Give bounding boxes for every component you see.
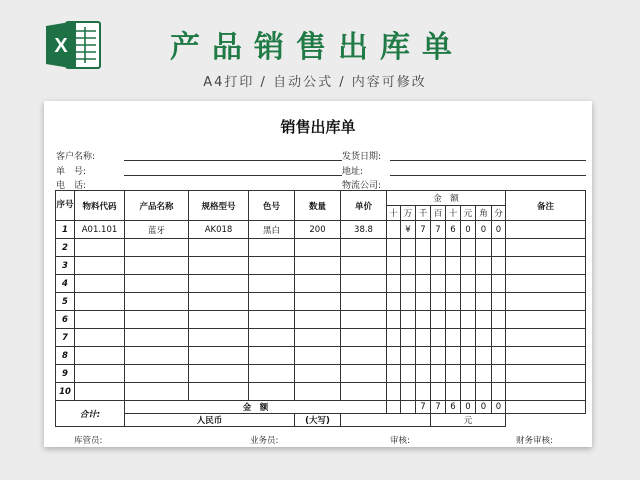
cell-qty[interactable]: 200 bbox=[295, 221, 341, 239]
table-row bbox=[56, 293, 586, 311]
cell-code[interactable] bbox=[75, 383, 125, 401]
table-row bbox=[56, 365, 586, 383]
promo-header bbox=[0, 0, 640, 100]
cell-price[interactable] bbox=[341, 365, 387, 383]
cell-amount-digit[interactable] bbox=[401, 365, 416, 383]
table-row bbox=[56, 311, 586, 329]
cell-name[interactable] bbox=[125, 239, 189, 257]
row-index: 3 bbox=[56, 257, 75, 275]
cell-amount-digit[interactable] bbox=[492, 293, 506, 311]
cell-note[interactable] bbox=[506, 311, 586, 329]
cell-amount-digit[interactable] bbox=[446, 257, 461, 275]
cell-qty[interactable] bbox=[295, 365, 341, 383]
cell-color[interactable] bbox=[249, 293, 295, 311]
cell-amount-digit[interactable] bbox=[431, 347, 446, 365]
cell-color[interactable] bbox=[249, 275, 295, 293]
customer-label: 客户名称: bbox=[56, 152, 96, 162]
cell-note[interactable] bbox=[506, 329, 586, 347]
cell-amount-digit[interactable] bbox=[431, 329, 446, 347]
header-note: 备注 bbox=[506, 191, 586, 221]
cell-amount-digit[interactable] bbox=[431, 257, 446, 275]
cell-amount-digit[interactable] bbox=[416, 329, 431, 347]
cell-amount-digit[interactable] bbox=[461, 383, 476, 401]
cell-amount-digit[interactable]: 0 bbox=[492, 221, 506, 239]
cell-code[interactable] bbox=[75, 239, 125, 257]
cell-amount-digit[interactable] bbox=[476, 239, 492, 257]
address-label: 地址: bbox=[342, 167, 364, 177]
footer-keeper: 库管员: bbox=[74, 436, 103, 446]
cell-amount-digit[interactable] bbox=[401, 275, 416, 293]
cell-amount-digit[interactable] bbox=[476, 365, 492, 383]
cell-name[interactable]: 蓝牙 bbox=[125, 221, 189, 239]
sub-title: A4打印 / 自动公式 / 内容可修改 bbox=[203, 75, 427, 90]
cell-spec[interactable] bbox=[189, 347, 249, 365]
header-seq: 序号 bbox=[56, 191, 75, 221]
cell-amount-digit[interactable] bbox=[401, 347, 416, 365]
cell-amount-digit[interactable] bbox=[416, 311, 431, 329]
phone-label: 电 话: bbox=[56, 181, 87, 191]
cell-amount-digit[interactable] bbox=[492, 383, 506, 401]
cell-amount-digit[interactable] bbox=[446, 365, 461, 383]
cell-price[interactable] bbox=[341, 329, 387, 347]
cell-amount-digit[interactable] bbox=[492, 239, 506, 257]
cell-color[interactable] bbox=[249, 257, 295, 275]
order-no-field-line[interactable] bbox=[124, 175, 342, 176]
total-amount-digit[interactable]: 0 bbox=[461, 401, 476, 414]
total-amount-digit[interactable] bbox=[401, 401, 416, 414]
cell-qty[interactable] bbox=[295, 311, 341, 329]
cell-note[interactable] bbox=[506, 365, 586, 383]
cell-amount-digit[interactable] bbox=[401, 383, 416, 401]
cell-amount-digit[interactable] bbox=[416, 383, 431, 401]
cell-spec[interactable] bbox=[189, 311, 249, 329]
cell-amount-digit[interactable] bbox=[446, 293, 461, 311]
cell-name[interactable] bbox=[125, 365, 189, 383]
cell-color[interactable] bbox=[249, 347, 295, 365]
cell-name[interactable] bbox=[125, 257, 189, 275]
header-code: 物料代码 bbox=[75, 191, 125, 221]
cell-amount-digit[interactable]: 7 bbox=[416, 221, 431, 239]
cell-qty[interactable] bbox=[295, 257, 341, 275]
cell-color[interactable] bbox=[249, 329, 295, 347]
cell-amount-digit[interactable] bbox=[461, 275, 476, 293]
cell-amount-digit[interactable] bbox=[387, 383, 401, 401]
ship-date-label: 发货日期: bbox=[342, 152, 382, 162]
cell-amount-digit[interactable] bbox=[387, 365, 401, 383]
cell-amount-digit[interactable] bbox=[401, 257, 416, 275]
cell-amount-digit[interactable] bbox=[387, 239, 401, 257]
cell-amount-digit[interactable] bbox=[446, 239, 461, 257]
cell-code[interactable] bbox=[75, 257, 125, 275]
cell-note[interactable] bbox=[506, 257, 586, 275]
row-index: 7 bbox=[56, 329, 75, 347]
cell-amount-digit[interactable] bbox=[492, 311, 506, 329]
cell-note[interactable] bbox=[506, 239, 586, 257]
table-header-row bbox=[56, 191, 586, 206]
cell-amount-digit[interactable] bbox=[476, 275, 492, 293]
digit-header-2: 千 bbox=[416, 206, 431, 221]
cell-qty[interactable] bbox=[295, 347, 341, 365]
digit-header-0: 十 bbox=[387, 206, 401, 221]
table-row bbox=[56, 221, 586, 239]
total-note[interactable] bbox=[506, 401, 586, 414]
cell-amount-digit[interactable] bbox=[387, 311, 401, 329]
outbound-table bbox=[55, 190, 586, 427]
cell-spec[interactable] bbox=[189, 257, 249, 275]
cell-name[interactable] bbox=[125, 293, 189, 311]
total-amount-digit[interactable]: 6 bbox=[446, 401, 461, 414]
total-amount-digit[interactable]: 7 bbox=[431, 401, 446, 414]
cell-spec[interactable] bbox=[189, 365, 249, 383]
cell-name[interactable] bbox=[125, 347, 189, 365]
header-qty: 数量 bbox=[295, 191, 341, 221]
cell-amount-digit[interactable] bbox=[492, 347, 506, 365]
cell-amount-digit[interactable] bbox=[431, 365, 446, 383]
cell-code[interactable]: A01.101 bbox=[75, 221, 125, 239]
cell-amount-digit[interactable] bbox=[416, 293, 431, 311]
cell-qty[interactable] bbox=[295, 239, 341, 257]
cell-amount-digit[interactable] bbox=[387, 257, 401, 275]
cell-amount-digit[interactable] bbox=[416, 239, 431, 257]
order-no-label: 单 号: bbox=[56, 167, 87, 177]
cell-amount-digit[interactable] bbox=[461, 293, 476, 311]
footer-reviewer: 审核: bbox=[390, 436, 410, 446]
cell-note[interactable] bbox=[506, 275, 586, 293]
upper-amount-field[interactable] bbox=[341, 414, 431, 427]
cell-amount-digit[interactable] bbox=[476, 347, 492, 365]
total-amount-digit[interactable]: 0 bbox=[492, 401, 506, 414]
rmb-label: 人民币 bbox=[125, 414, 295, 427]
table-row bbox=[56, 275, 586, 293]
cell-amount-digit[interactable] bbox=[446, 275, 461, 293]
cell-amount-digit[interactable] bbox=[461, 365, 476, 383]
cell-amount-digit[interactable] bbox=[461, 311, 476, 329]
cell-name[interactable] bbox=[125, 275, 189, 293]
cell-qty[interactable] bbox=[295, 275, 341, 293]
table-row bbox=[56, 347, 586, 365]
cell-amount-digit[interactable]: 0 bbox=[461, 221, 476, 239]
cell-amount-digit[interactable] bbox=[387, 347, 401, 365]
cell-spec[interactable] bbox=[189, 383, 249, 401]
cell-amount-digit[interactable] bbox=[401, 311, 416, 329]
cell-amount-digit[interactable] bbox=[461, 257, 476, 275]
table-row bbox=[56, 257, 586, 275]
cell-note[interactable] bbox=[506, 383, 586, 401]
cell-amount-digit[interactable] bbox=[431, 275, 446, 293]
cell-amount-digit[interactable] bbox=[416, 257, 431, 275]
cell-amount-digit[interactable]: ¥ bbox=[401, 221, 416, 239]
header-price: 单价 bbox=[341, 191, 387, 221]
cell-amount-digit[interactable] bbox=[446, 347, 461, 365]
cell-amount-digit[interactable]: 6 bbox=[446, 221, 461, 239]
cell-amount-digit[interactable] bbox=[431, 383, 446, 401]
total-amount-digit[interactable]: 7 bbox=[416, 401, 431, 414]
cell-amount-digit[interactable] bbox=[461, 329, 476, 347]
row-index: 1 bbox=[56, 221, 75, 239]
cell-amount-digit[interactable] bbox=[446, 383, 461, 401]
footer-salesman: 业务员: bbox=[250, 436, 279, 446]
cell-amount-digit[interactable] bbox=[492, 257, 506, 275]
cell-price[interactable] bbox=[341, 239, 387, 257]
cell-amount-digit[interactable] bbox=[401, 329, 416, 347]
cell-code[interactable] bbox=[75, 347, 125, 365]
cell-name[interactable] bbox=[125, 329, 189, 347]
document-title: 销售出库单 bbox=[280, 118, 356, 136]
cell-amount-digit[interactable] bbox=[387, 275, 401, 293]
digit-header-1: 万 bbox=[401, 206, 416, 221]
cell-amount-digit[interactable]: 7 bbox=[431, 221, 446, 239]
row-index: 8 bbox=[56, 347, 75, 365]
cell-amount-digit[interactable] bbox=[492, 275, 506, 293]
total-amount-digit[interactable] bbox=[387, 401, 401, 414]
row-index: 4 bbox=[56, 275, 75, 293]
total-upper-row bbox=[56, 414, 586, 427]
table-row bbox=[56, 239, 586, 257]
digit-header-7: 分 bbox=[492, 206, 506, 221]
cell-amount-digit[interactable]: 0 bbox=[476, 221, 492, 239]
cell-spec[interactable] bbox=[189, 329, 249, 347]
cell-amount-digit[interactable] bbox=[476, 383, 492, 401]
table-row bbox=[56, 383, 586, 401]
total-amount-digit[interactable]: 0 bbox=[476, 401, 492, 414]
cell-amount-digit[interactable] bbox=[431, 311, 446, 329]
cell-amount-digit[interactable] bbox=[446, 329, 461, 347]
row-index: 9 bbox=[56, 365, 75, 383]
cell-amount-digit[interactable] bbox=[401, 293, 416, 311]
digit-header-3: 百 bbox=[431, 206, 446, 221]
cell-code[interactable] bbox=[75, 275, 125, 293]
cell-qty[interactable] bbox=[295, 293, 341, 311]
document-sheet bbox=[44, 101, 592, 447]
customer-field-line[interactable] bbox=[124, 160, 342, 161]
header-name: 产品名称 bbox=[125, 191, 189, 221]
cell-amount-digit[interactable] bbox=[387, 221, 401, 239]
total-amount-label: 金 额 bbox=[125, 401, 387, 414]
cell-amount-digit[interactable] bbox=[446, 311, 461, 329]
cell-price[interactable] bbox=[341, 311, 387, 329]
upper-label: (大写) bbox=[295, 414, 341, 427]
cell-code[interactable] bbox=[75, 329, 125, 347]
row-index: 10 bbox=[56, 383, 75, 401]
excel-icon bbox=[44, 18, 104, 72]
yuan-label: 元 bbox=[431, 414, 506, 427]
cell-name[interactable] bbox=[125, 311, 189, 329]
logistics-label: 物流公司: bbox=[342, 181, 382, 191]
total-row bbox=[56, 401, 586, 414]
cell-note[interactable] bbox=[506, 293, 586, 311]
cell-note[interactable] bbox=[506, 221, 586, 239]
row-index: 2 bbox=[56, 239, 75, 257]
header-amount: 金 额 bbox=[387, 191, 506, 206]
cell-amount-digit[interactable] bbox=[431, 239, 446, 257]
cell-price[interactable]: 38.8 bbox=[341, 221, 387, 239]
cell-color[interactable] bbox=[249, 383, 295, 401]
header-color: 色号 bbox=[249, 191, 295, 221]
cell-amount-digit[interactable] bbox=[416, 347, 431, 365]
cell-qty[interactable] bbox=[295, 329, 341, 347]
cell-amount-digit[interactable] bbox=[492, 365, 506, 383]
cell-qty[interactable] bbox=[295, 383, 341, 401]
row-index: 6 bbox=[56, 311, 75, 329]
footer-finance: 财务审核: bbox=[516, 436, 553, 446]
digit-header-5: 元 bbox=[461, 206, 476, 221]
cell-amount-digit[interactable] bbox=[492, 329, 506, 347]
cell-amount-digit[interactable] bbox=[387, 293, 401, 311]
cell-spec[interactable] bbox=[189, 293, 249, 311]
cell-amount-digit[interactable] bbox=[416, 275, 431, 293]
cell-amount-digit[interactable] bbox=[476, 311, 492, 329]
cell-amount-digit[interactable] bbox=[461, 239, 476, 257]
total-label: 合计: bbox=[56, 401, 125, 427]
cell-code[interactable] bbox=[75, 293, 125, 311]
cell-amount-digit[interactable] bbox=[476, 329, 492, 347]
cell-code[interactable] bbox=[75, 311, 125, 329]
cell-color[interactable] bbox=[249, 239, 295, 257]
row-index: 5 bbox=[56, 293, 75, 311]
excel-logo-letter: X bbox=[54, 35, 68, 57]
cell-amount-digit[interactable] bbox=[387, 329, 401, 347]
cell-color[interactable]: 黑白 bbox=[249, 221, 295, 239]
cell-color[interactable] bbox=[249, 365, 295, 383]
table-row bbox=[56, 329, 586, 347]
cell-amount-digit[interactable] bbox=[431, 293, 446, 311]
cell-note[interactable] bbox=[506, 347, 586, 365]
cell-code[interactable] bbox=[75, 365, 125, 383]
cell-amount-digit[interactable] bbox=[476, 293, 492, 311]
cell-spec[interactable] bbox=[189, 239, 249, 257]
main-title: 产品销售出库单 bbox=[170, 30, 464, 65]
cell-amount-digit[interactable] bbox=[476, 257, 492, 275]
digit-header-4: 十 bbox=[446, 206, 461, 221]
cell-price[interactable] bbox=[341, 275, 387, 293]
cell-price[interactable] bbox=[341, 347, 387, 365]
cell-name[interactable] bbox=[125, 383, 189, 401]
cell-color[interactable] bbox=[249, 311, 295, 329]
address-field-line[interactable] bbox=[390, 175, 586, 176]
cell-price[interactable] bbox=[341, 293, 387, 311]
cell-price[interactable] bbox=[341, 383, 387, 401]
header-spec: 规格型号 bbox=[189, 191, 249, 221]
cell-spec[interactable] bbox=[189, 275, 249, 293]
cell-spec[interactable]: AK018 bbox=[189, 221, 249, 239]
cell-price[interactable] bbox=[341, 257, 387, 275]
cell-amount-digit[interactable] bbox=[401, 239, 416, 257]
digit-header-6: 角 bbox=[476, 206, 492, 221]
ship-date-field-line[interactable] bbox=[390, 160, 586, 161]
cell-amount-digit[interactable] bbox=[416, 365, 431, 383]
cell-amount-digit[interactable] bbox=[461, 347, 476, 365]
